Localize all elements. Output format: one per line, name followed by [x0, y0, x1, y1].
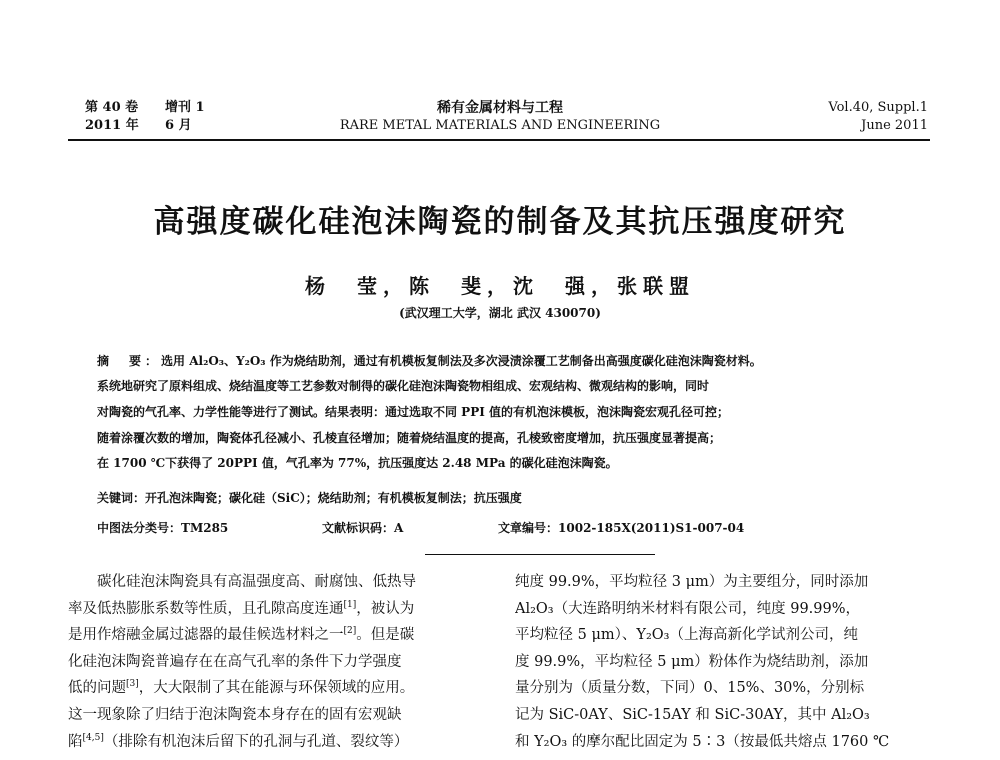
- document-code: [322, 519, 403, 536]
- author-list: 杨 莹，陈 斐，沈 强，张联盟: [305, 274, 695, 298]
- body-line: 纯度 99.9%，平均粒径 3 μm）为主要组分，同时添加: [515, 574, 869, 590]
- date-en-text: June 2011: [861, 118, 928, 133]
- date-en: [760, 118, 928, 134]
- body-text: 碳化硅泡沫陶瓷具有高温强度高、耐腐蚀、低热导: [97, 574, 416, 590]
- abstract-line: 对陶瓷的气孔率、力学性能等进行了测试。结果表明：通过选取不同 PPI 值的有机泡沫模板，泡沫陶瓷宏观孔径可控；: [97, 405, 730, 419]
- body-text: 陷: [68, 733, 83, 750]
- journal-name-cn: [300, 100, 700, 116]
- paper-title: 高强度碳化硅泡沫陶瓷的制备及其抗压强度研究: [153, 204, 847, 240]
- volume-en-text: Vol.40, Suppl.1: [828, 100, 928, 115]
- body-line: [68, 729, 500, 756]
- volume-en: [760, 100, 928, 116]
- keywords: [97, 490, 917, 506]
- body-text: 这一现象除了归结于泡沫陶瓷本身存在的固有宏观缺: [68, 706, 402, 723]
- body-line: [68, 622, 500, 649]
- header-rule: [68, 139, 930, 141]
- body-text: 是用作熔融金属过滤器的最佳候选材料之一: [68, 627, 344, 644]
- article-number: [498, 519, 744, 536]
- body-line: 记为 SiC-0AY、SiC-15AY 和 SiC-30AY，其中 Al₂O₃: [515, 706, 870, 723]
- body-column-right: [515, 569, 930, 755]
- header-year-cn: [85, 118, 139, 134]
- body-text: 低的问题: [68, 680, 126, 697]
- citation-ref[interactable]: [4,5]: [82, 732, 104, 743]
- body-line: 量分别为（质量分数，下同）0、15%、30%，分别标: [515, 680, 865, 697]
- clc-value: TM285: [181, 521, 229, 535]
- abstract-label: 摘 要：: [97, 354, 162, 368]
- header-month-cn: [165, 118, 192, 134]
- body-text: ，被认为: [356, 600, 415, 617]
- abstract-line: 在 1700 ℃下获得了 20PPI 值，气孔率为 77%，抗压强度达 2.48 MPa 的碳化硅泡沫陶瓷。: [97, 456, 618, 470]
- body-line: [68, 569, 500, 596]
- body-line: 和 Y₂O₃ 的摩尔配比固定为 5∶3（按最低共熔点 1760 ℃: [515, 733, 890, 750]
- body-line: [68, 675, 500, 702]
- keywords-label: 关键词：: [97, 491, 146, 505]
- abstract-text: 选用 Al₂O₃、Y₂O₃ 作为烧结助剂，通过有机模板复制法及多次浸渍涂覆工艺制备出高强度碳化硅泡沫陶瓷材料。: [161, 354, 762, 368]
- citation-ref[interactable]: [2]: [343, 626, 357, 637]
- journal-name-en: [300, 118, 700, 134]
- abstract-line: 随着涂覆次数的增加，陶瓷体孔径减小、孔棱直径增加；随着烧结温度的提高，孔棱致密度增加，抗压强度显著提高；: [97, 431, 722, 445]
- doc-value: A: [394, 521, 404, 535]
- body-column-left: [68, 569, 500, 755]
- body-line: [68, 596, 500, 623]
- article-value: 1002-185X(2011)S1-007-04: [558, 521, 745, 535]
- volume-label: 第 40 卷: [85, 100, 139, 115]
- journal-name-cn-text: 稀有金属材料与工程: [437, 100, 563, 116]
- abstract-line: 系统地研究了原料组成、烧结温度等工艺参数对制得的碳化硅泡沫陶瓷物相组成、宏观结构、微观结构的影响，同时: [97, 379, 710, 393]
- body-line: 平均粒径 5 μm）、Y₂O₃（上海高新化学试剂公司，纯: [515, 627, 858, 644]
- citation-ref[interactable]: [1]: [343, 599, 357, 610]
- body-line: Al₂O₃（大连路明纳米材料有限公司，纯度 99.99%，: [515, 600, 861, 617]
- body-text: ，大大限制了其在能源与环保领域的应用。: [138, 680, 415, 697]
- body-line: 度 99.9%，平均粒径 5 μm）粉体作为烧结助剂，添加: [515, 653, 869, 670]
- abstract-line: [97, 353, 917, 369]
- body-line: [68, 649, 500, 676]
- clc-number: [97, 519, 228, 536]
- article-label: 文章编号：: [498, 521, 559, 535]
- year-label: 2011 年: [85, 118, 139, 133]
- month-label: 6 月: [165, 118, 192, 133]
- clc-label: 中图法分类号：: [97, 521, 182, 535]
- header-issue-cn: [165, 100, 205, 116]
- affiliation: (武汉理工大学，湖北 武汉 430070): [399, 306, 601, 320]
- body-text: 率及低热膨胀系数等性质，且孔隙高度连通: [68, 600, 344, 617]
- body-text: （排除有机泡沫后留下的孔洞与孔道、裂纹等）: [103, 733, 409, 750]
- header-volume-cn: [85, 100, 138, 116]
- issue-label: 增刊 1: [165, 100, 205, 115]
- doc-label: 文献标识码：: [322, 521, 395, 535]
- body-line: [68, 702, 500, 729]
- section-divider: [425, 554, 655, 555]
- body-text: 化硅泡沫陶瓷普遍存在在高气孔率的条件下力学强度: [68, 653, 402, 670]
- citation-ref[interactable]: [3]: [126, 679, 139, 690]
- body-text: 。但是碳: [356, 627, 415, 644]
- keywords-text: 开孔泡沫陶瓷；碳化硅（SiC）；烧结助剂；有机模板复制法；抗压强度: [145, 491, 522, 505]
- journal-name-en-text: RARE METAL MATERIALS AND ENGINEERING: [339, 118, 661, 133]
